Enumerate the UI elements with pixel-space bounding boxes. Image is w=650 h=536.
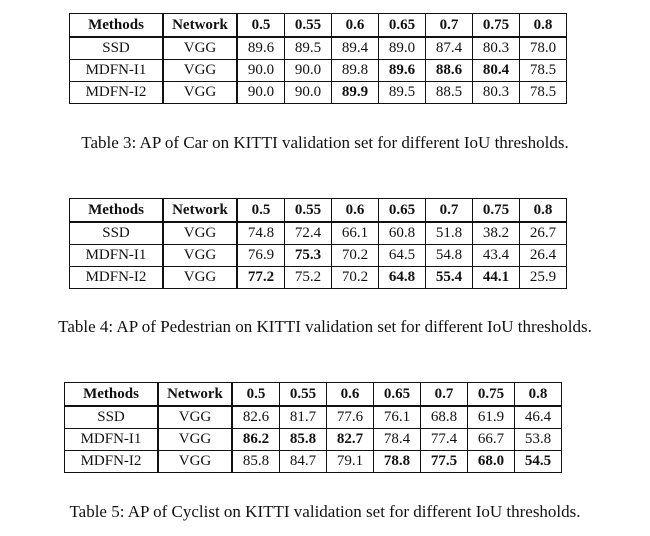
header-methods: Methods (70, 199, 164, 223)
value-cell: 77.4 (421, 429, 468, 451)
method-cell: MDFN-I1 (70, 245, 164, 267)
method-cell: MDFN-I2 (70, 267, 164, 289)
value-cell: 78.5 (520, 60, 567, 82)
value-cell: 78.8 (374, 451, 421, 473)
network-cell: VGG (158, 406, 232, 429)
table-header-row (70, 14, 567, 38)
table-cyclist-ap (64, 382, 562, 473)
table-pedestrian-ap (69, 198, 567, 289)
header-iou: 0.6 (327, 383, 374, 407)
value-cell: 78.5 (520, 82, 567, 104)
value-cell: 89.4 (332, 37, 379, 60)
value-cell: 76.1 (374, 406, 421, 429)
value-cell: 25.9 (520, 267, 567, 289)
value-cell: 43.4 (473, 245, 520, 267)
value-cell: 26.4 (520, 245, 567, 267)
table-row (65, 406, 562, 429)
method-cell: MDFN-I1 (70, 60, 164, 82)
header-iou: 0.55 (285, 14, 332, 38)
table-row (70, 267, 567, 289)
header-iou: 0.65 (379, 199, 426, 223)
header-iou: 0.7 (421, 383, 468, 407)
value-cell: 89.6 (379, 60, 426, 82)
value-cell: 38.2 (473, 222, 520, 245)
table-caption: Table 3: AP of Car on KITTI validation set for different IoU thresholds. (81, 133, 569, 152)
value-cell: 89.0 (379, 37, 426, 60)
header-iou: 0.7 (426, 14, 473, 38)
method-cell: MDFN-I2 (65, 451, 159, 473)
value-cell: 74.8 (237, 222, 285, 245)
value-cell: 78.4 (374, 429, 421, 451)
header-iou: 0.8 (520, 14, 567, 38)
value-cell: 86.2 (232, 429, 280, 451)
value-cell: 89.5 (285, 37, 332, 60)
method-cell: MDFN-I2 (70, 82, 164, 104)
network-cell: VGG (158, 451, 232, 473)
value-cell: 66.1 (332, 222, 379, 245)
value-cell: 77.5 (421, 451, 468, 473)
method-cell: MDFN-I1 (65, 429, 159, 451)
table-row (65, 451, 562, 473)
value-cell: 68.8 (421, 406, 468, 429)
value-cell: 75.2 (285, 267, 332, 289)
network-cell: VGG (163, 37, 237, 60)
value-cell: 89.8 (332, 60, 379, 82)
value-cell: 54.8 (426, 245, 473, 267)
value-cell: 89.5 (379, 82, 426, 104)
value-cell: 44.1 (473, 267, 520, 289)
header-iou: 0.55 (285, 199, 332, 223)
value-cell: 75.3 (285, 245, 332, 267)
network-cell: VGG (158, 429, 232, 451)
value-cell: 70.2 (332, 245, 379, 267)
value-cell: 72.4 (285, 222, 332, 245)
table-row (65, 429, 562, 451)
value-cell: 82.7 (327, 429, 374, 451)
value-cell: 82.6 (232, 406, 280, 429)
header-iou: 0.5 (237, 199, 285, 223)
value-cell: 61.9 (468, 406, 515, 429)
value-cell: 60.8 (379, 222, 426, 245)
value-cell: 88.5 (426, 82, 473, 104)
header-iou: 0.8 (520, 199, 567, 223)
value-cell: 90.0 (285, 82, 332, 104)
network-cell: VGG (163, 245, 237, 267)
value-cell: 89.9 (332, 82, 379, 104)
header-network: Network (163, 14, 237, 38)
method-cell: SSD (70, 37, 164, 60)
header-iou: 0.75 (468, 383, 515, 407)
value-cell: 90.0 (237, 60, 285, 82)
value-cell: 46.4 (515, 406, 562, 429)
table-header-row (70, 199, 567, 223)
value-cell: 85.8 (232, 451, 280, 473)
table-row (70, 37, 567, 60)
value-cell: 66.7 (468, 429, 515, 451)
value-cell: 55.4 (426, 267, 473, 289)
table-caption: Table 5: AP of Cyclist on KITTI validation set for different IoU thresholds. (69, 502, 581, 521)
table-row (70, 82, 567, 104)
value-cell: 90.0 (237, 82, 285, 104)
header-iou: 0.5 (232, 383, 280, 407)
value-cell: 76.9 (237, 245, 285, 267)
header-iou: 0.6 (332, 14, 379, 38)
value-cell: 64.5 (379, 245, 426, 267)
header-iou: 0.7 (426, 199, 473, 223)
header-iou: 0.6 (332, 199, 379, 223)
value-cell: 80.3 (473, 82, 520, 104)
value-cell: 90.0 (285, 60, 332, 82)
network-cell: VGG (163, 267, 237, 289)
header-iou: 0.65 (374, 383, 421, 407)
value-cell: 53.8 (515, 429, 562, 451)
table-header-row (65, 383, 562, 407)
header-iou: 0.55 (280, 383, 327, 407)
header-methods: Methods (65, 383, 159, 407)
value-cell: 80.4 (473, 60, 520, 82)
table-caption: Table 4: AP of Pedestrian on KITTI validation set for different IoU thresholds. (58, 317, 592, 336)
header-iou: 0.75 (473, 199, 520, 223)
value-cell: 79.1 (327, 451, 374, 473)
header-iou: 0.8 (515, 383, 562, 407)
value-cell: 84.7 (280, 451, 327, 473)
header-iou: 0.5 (237, 14, 285, 38)
value-cell: 26.7 (520, 222, 567, 245)
header-methods: Methods (70, 14, 164, 38)
value-cell: 77.2 (237, 267, 285, 289)
value-cell: 89.6 (237, 37, 285, 60)
value-cell: 77.6 (327, 406, 374, 429)
value-cell: 88.6 (426, 60, 473, 82)
method-cell: SSD (70, 222, 164, 245)
network-cell: VGG (163, 82, 237, 104)
value-cell: 68.0 (468, 451, 515, 473)
table-row (70, 245, 567, 267)
header-network: Network (158, 383, 232, 407)
value-cell: 51.8 (426, 222, 473, 245)
value-cell: 81.7 (280, 406, 327, 429)
table-row (70, 222, 567, 245)
method-cell: SSD (65, 406, 159, 429)
value-cell: 54.5 (515, 451, 562, 473)
header-iou: 0.75 (473, 14, 520, 38)
value-cell: 78.0 (520, 37, 567, 60)
table-car-ap (69, 13, 567, 104)
value-cell: 87.4 (426, 37, 473, 60)
network-cell: VGG (163, 222, 237, 245)
value-cell: 85.8 (280, 429, 327, 451)
header-iou: 0.65 (379, 14, 426, 38)
value-cell: 80.3 (473, 37, 520, 60)
header-network: Network (163, 199, 237, 223)
value-cell: 64.8 (379, 267, 426, 289)
value-cell: 70.2 (332, 267, 379, 289)
table-row (70, 60, 567, 82)
network-cell: VGG (163, 60, 237, 82)
